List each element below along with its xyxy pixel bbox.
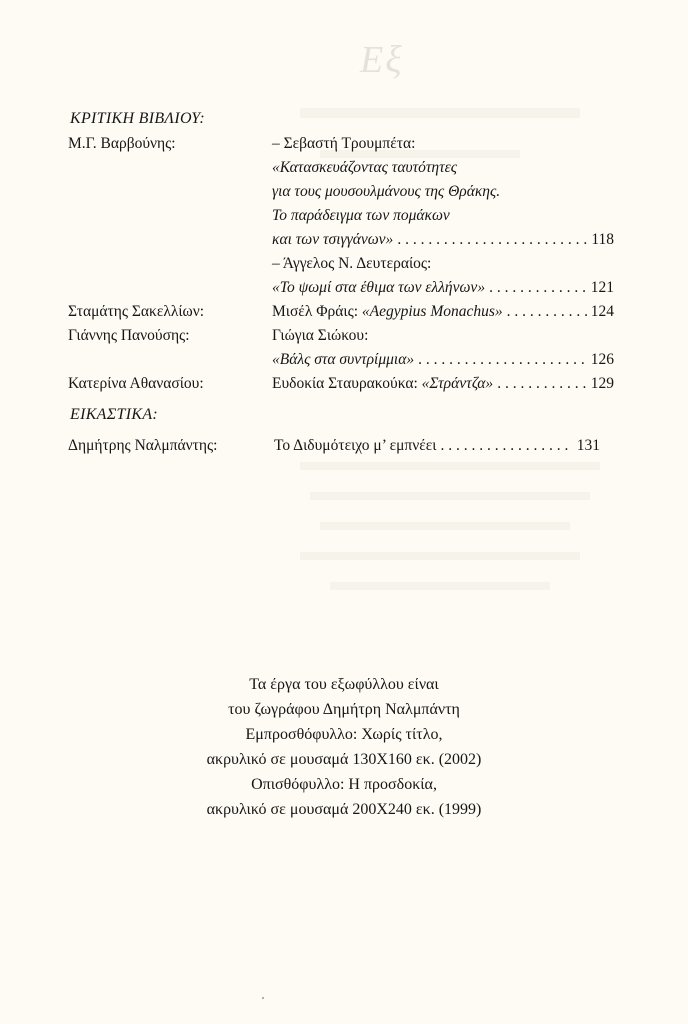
entry-text: «Το ψωμί στα έθιμα των ελλήνων» xyxy=(272,279,486,296)
dot-leader xyxy=(418,350,587,370)
toc-author: Σταμάτης Σακελλίων: xyxy=(68,303,205,320)
entry-text: και των τσιγγάνων» xyxy=(272,231,394,248)
entry-line-with-page xyxy=(272,302,614,322)
entry-text: «Βάλς στα συντρίμμια» xyxy=(272,351,415,368)
page-number: 131 xyxy=(576,437,600,454)
page-number: 129 xyxy=(590,375,614,392)
show-through-heading: Εξ xyxy=(360,39,404,81)
entry-text xyxy=(272,374,493,394)
dot-leader xyxy=(497,374,587,394)
dot-leader xyxy=(440,436,572,456)
toc-author: Δημήτρης Ναλμπάντης: xyxy=(68,437,218,454)
cover-credits xyxy=(0,672,688,822)
entry-author-name: Ευδοκία Σταυρακούκα: xyxy=(272,375,422,392)
dot-leader xyxy=(397,230,587,250)
toc-entry xyxy=(272,374,617,394)
entry-work-title: «Στράντζα» xyxy=(421,375,494,392)
credits-line: ακρυλικό σε μουσαμά 200Χ240 εκ. (1999) xyxy=(206,801,482,818)
paper-speck xyxy=(262,997,264,999)
toc-entry xyxy=(272,302,617,322)
entry-line-with-page xyxy=(272,350,614,370)
toc-author: Κατερίνα Αθανασίου: xyxy=(68,375,204,392)
show-through-band xyxy=(310,492,590,500)
entry-line-with-page xyxy=(272,374,614,394)
toc-author: Μ.Γ. Βαρβούνης: xyxy=(68,135,176,152)
credits-line: Οπισθόφυλλο: Η προσδοκία, xyxy=(251,776,437,793)
show-through-band xyxy=(320,522,570,530)
entry-line-with-page xyxy=(274,436,600,456)
page-number: 124 xyxy=(590,303,614,320)
entry-line: – Άγγελος Ν. Δευτεραίος: xyxy=(272,255,432,272)
toc-entry xyxy=(274,436,619,456)
entry-author-name: Μισέλ Φράις: xyxy=(272,303,362,320)
credits-line: ακρυλικό σε μουσαμά 130Χ160 εκ. (2002) xyxy=(206,751,482,768)
entry-line: Το παράδειγμα των πομάκων xyxy=(272,207,450,224)
credits-line: Τα έργα του εξωφύλλου είναι xyxy=(249,676,439,693)
page-number: 126 xyxy=(590,351,614,368)
credits-line: του ζωγράφου Δημήτρη Ναλμπάντη xyxy=(228,701,460,718)
show-through-band xyxy=(300,462,600,470)
entry-line-with-page xyxy=(272,278,614,298)
dot-leader xyxy=(489,278,587,298)
dot-leader xyxy=(507,302,587,322)
credits-line: Εμπροσθόφυλλο: Χωρίς τίτλο, xyxy=(245,726,443,743)
show-through-band xyxy=(300,108,580,118)
page-number: 118 xyxy=(591,231,614,248)
show-through-band xyxy=(330,582,550,590)
section-title-book-review: ΚΡΙΤΙΚΗ ΒΙΒΛΙΟΥ: xyxy=(70,110,205,127)
entry-line-with-page xyxy=(272,230,614,250)
section-title-visual-arts: ΕΙΚΑΣΤΙΚΑ: xyxy=(70,406,159,423)
entry-line: – Σεβαστή Τρουμπέτα: xyxy=(272,135,416,152)
toc-author: Γιάννης Πανούσης: xyxy=(68,327,190,344)
entry-text: Το Διδυμότειχο μ’ εμπνέει xyxy=(274,437,437,454)
page-number: 121 xyxy=(590,279,614,296)
show-through-band xyxy=(300,552,580,560)
entry-line: «Κατασκευάζοντας ταυτότητες xyxy=(272,159,458,176)
entry-line: για τους μουσουλμάνους της Θράκης. xyxy=(272,183,501,200)
entry-line: Γιώγια Σιώκου: xyxy=(272,327,369,344)
entry-work-title: «Aegypius Monachus» xyxy=(361,303,503,320)
entry-text xyxy=(272,302,503,322)
